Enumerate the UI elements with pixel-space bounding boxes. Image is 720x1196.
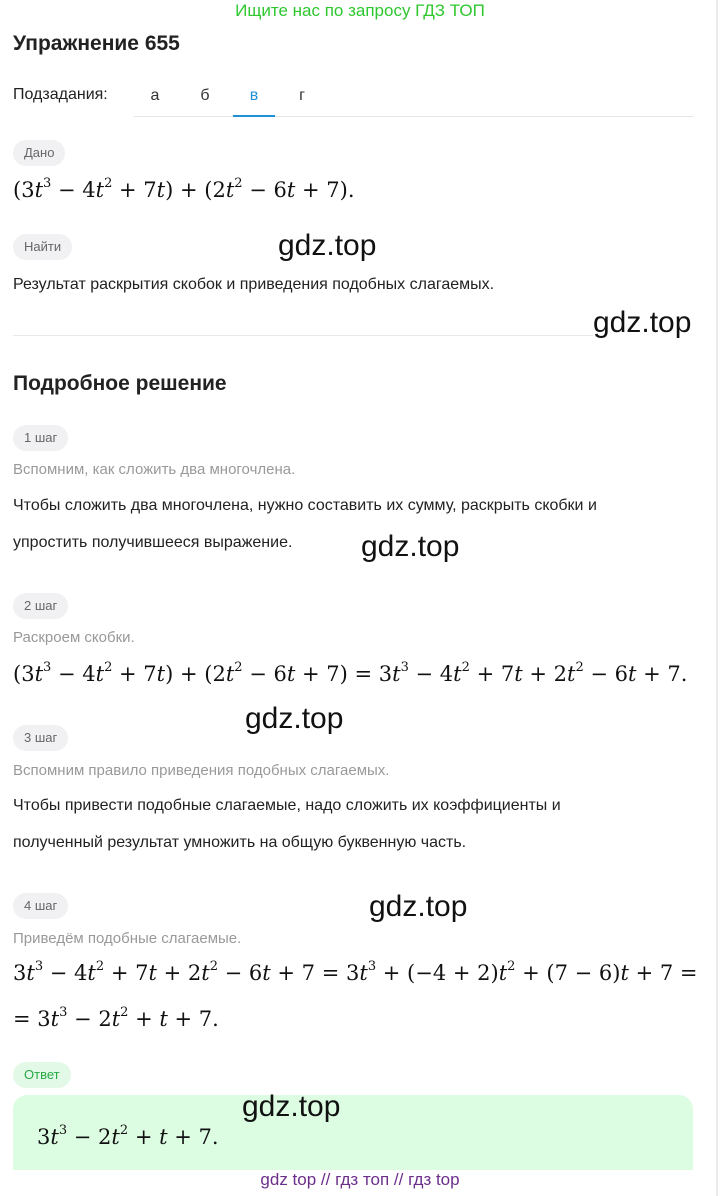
step-2-expression: $(3t^3 - 4t^2 + 7t) + (2t^2 - 6t + 7) = 3t^3 - 4t^2 + 7t + 2t^2 - 6t + 7$.	[13, 660, 688, 686]
page-title: Упражнение 655	[13, 32, 180, 55]
step-3-tag: 3 шаг	[13, 725, 68, 751]
answer-expression: $3t^3 - 2t^2 + t + 7$.	[37, 1123, 219, 1149]
find-tag: Найти	[13, 234, 72, 260]
step-2-hint: Раскроем скобки.	[13, 629, 135, 646]
tab-g[interactable]: г	[299, 87, 305, 104]
step-3-hint: Вспомним правило приведения подобных слагаемых.	[13, 762, 390, 779]
watermark: gdz.top	[361, 530, 460, 563]
watermark: gdz.top	[593, 306, 692, 339]
tab-v[interactable]: в	[233, 76, 275, 116]
watermark: gdz.top	[245, 702, 344, 735]
subtasks-label: Подзадания:	[13, 86, 108, 103]
step-4-expression-line2: = $3t^3 - 2t^2 + t + 7$.	[13, 1005, 219, 1031]
given-tag: Дано	[13, 140, 65, 166]
step-4-tag: 4 шаг	[13, 893, 68, 919]
search-banner: Ищите нас по запросу ГДЗ ТОП	[235, 1, 485, 20]
given-expression: $(3t^3 - 4t^2 + 7t) + (2t^2 - 6t + 7)$.	[13, 176, 355, 202]
watermark: gdz.top	[369, 890, 468, 923]
tab-b[interactable]: б	[200, 87, 210, 104]
subtasks-tabs	[134, 76, 694, 117]
scrollbar-track[interactable]	[716, 0, 718, 1196]
step-1-text-line1: Чтобы сложить два многочлена, нужно составить их сумму, раскрыть скобки и	[13, 497, 597, 514]
step-3-text-line1: Чтобы привести подобные слагаемые, надо сложить их коэффициенты и	[13, 797, 561, 814]
find-text: Результат раскрытия скобок и приведения подобных слагаемых.	[13, 276, 495, 293]
step-3-text-line2: полученный результат умножить на общую буквенную часть.	[13, 834, 467, 851]
step-1-hint: Вспомним, как сложить два многочлена.	[13, 461, 296, 478]
divider	[13, 335, 593, 336]
watermark: gdz.top	[242, 1090, 341, 1123]
tab-a[interactable]: а	[150, 87, 160, 104]
step-2-tag: 2 шаг	[13, 593, 68, 619]
footer-links[interactable]: gdz top // гдз топ // гдз top	[260, 1170, 460, 1189]
step-4-hint: Приведём подобные слагаемые.	[13, 930, 242, 947]
step-1-tag: 1 шаг	[13, 425, 68, 451]
solution-title: Подробное решение	[13, 372, 227, 395]
step-4-expression-line1: $3t^3 - 4t^2 + 7t + 2t^2 - 6t + 7 = 3t^3 + (-4 + 2)t^2 + (7 - 6)t + 7$ =	[13, 959, 698, 985]
answer-tag: Ответ	[13, 1062, 71, 1088]
step-1-text-line2: упростить получившееся выражение.	[13, 534, 293, 551]
watermark: gdz.top	[278, 229, 377, 262]
